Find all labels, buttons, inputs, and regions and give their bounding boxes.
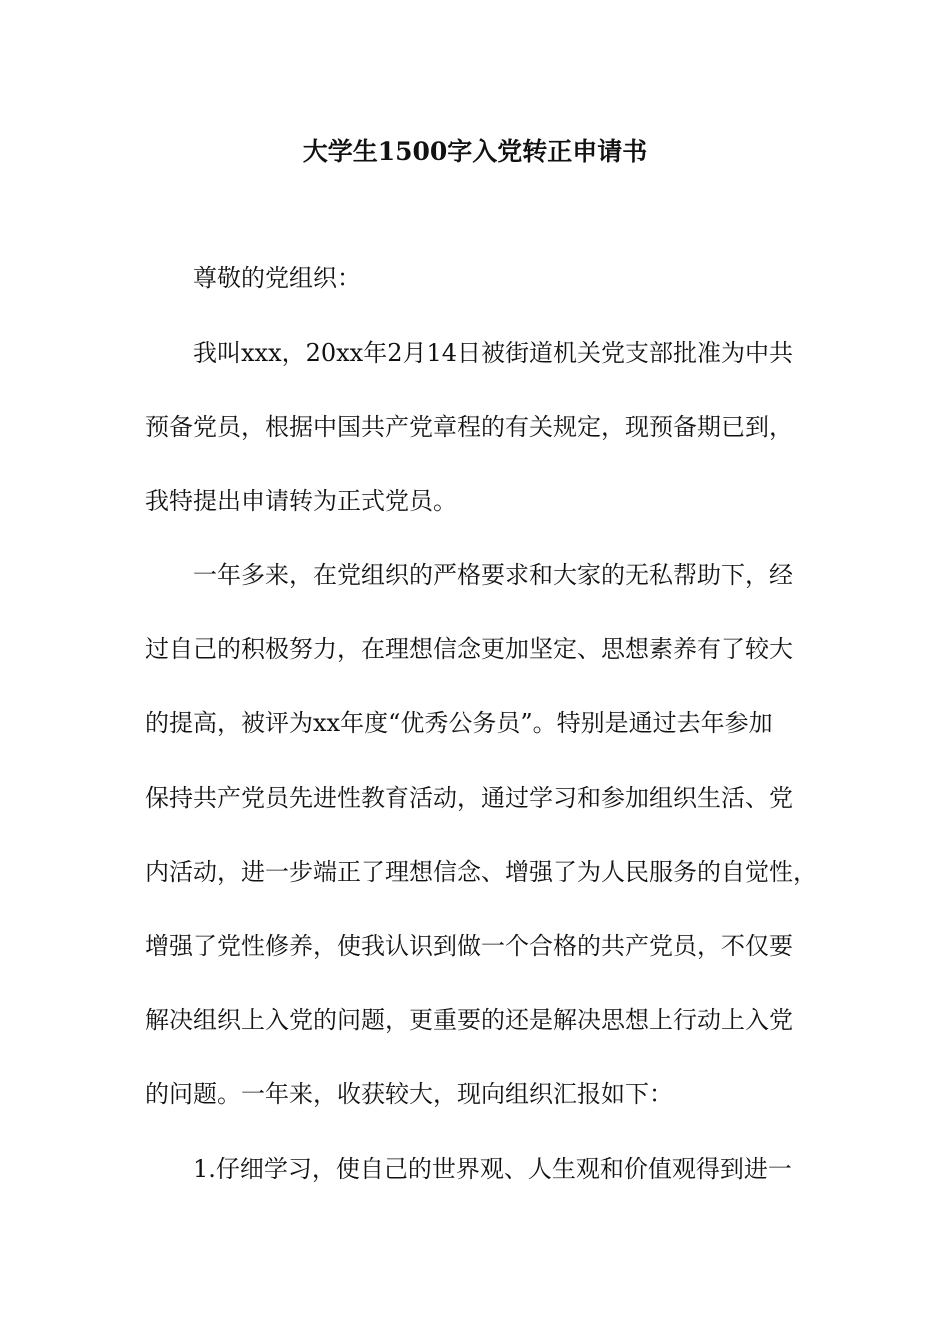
paragraph-line: 解决组织上入党的问题，更重要的还是解决思想上行动上入党	[145, 1006, 793, 1034]
document-title: 大学生1500字入党转正申请书	[302, 137, 648, 166]
paragraph-line: 预备党员，根据中国共产党章程的有关规定，现预备期已到，	[145, 413, 793, 441]
paragraph-line: 的问题。一年来，收获较大，现向组织汇报如下：	[145, 1080, 673, 1108]
paragraph-line: 我叫xxx，20xx年2月14日被街道机关党支部批准为中共	[193, 339, 794, 367]
list-item-line: 1.仔细学习，使自己的世界观、人生观和价值观得到进一	[193, 1155, 792, 1183]
paragraph-line: 的提高，被评为xx年度“优秀公务员”。特别是通过去年参加	[145, 709, 773, 737]
paragraph-line: 过自己的积极努力，在理想信念更加坚定、思想素养有了较大	[145, 635, 793, 663]
paragraph-line: 我特提出申请转为正式党员。	[145, 487, 457, 515]
salutation: 尊敬的党组织：	[193, 264, 361, 292]
paragraph-line: 保持共产党员先进性教育活动，通过学习和参加组织生活、党	[145, 784, 793, 812]
paragraph-line: 增强了党性修养，使我认识到做一个合格的共产党员，不仅要	[145, 932, 793, 960]
paragraph-line: 内活动，进一步端正了理想信念、增强了为人民服务的自觉性，	[145, 858, 817, 886]
paragraph-line: 一年多来，在党组织的严格要求和大家的无私帮助下，经	[193, 561, 793, 589]
